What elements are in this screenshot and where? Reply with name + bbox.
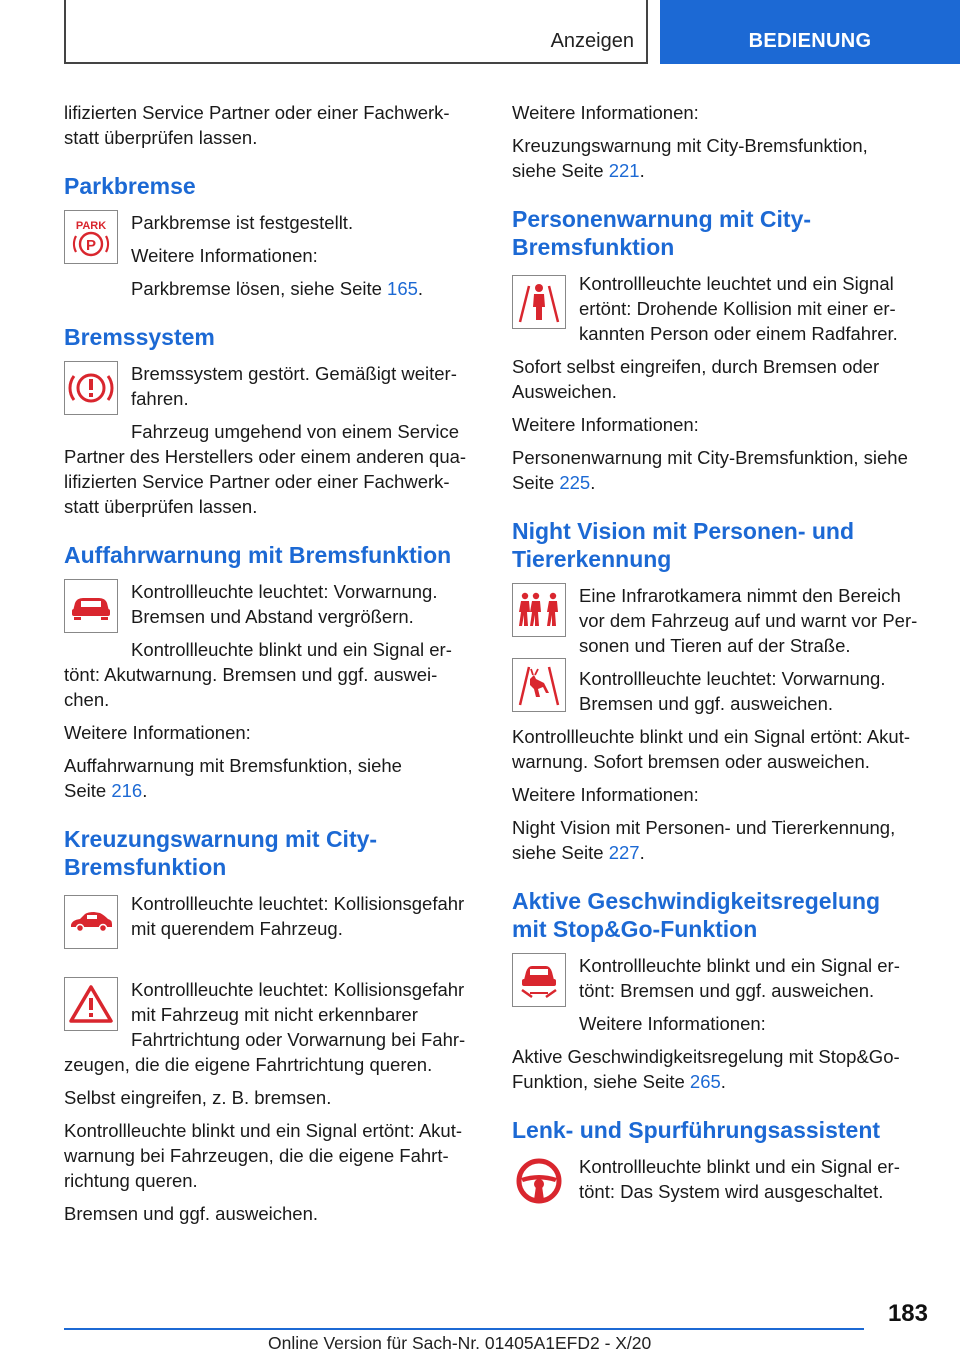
kreuzung-text-c: Selbst eingreifen, z. B. bremsen.: [64, 1087, 332, 1108]
animal-warning-icon: [512, 658, 566, 712]
lenk-text: Kontrollleuchte blinkt und ein Signal er- tönt: Das System wird ausgeschaltet.: [579, 1156, 900, 1202]
acc-block: [512, 953, 932, 1094]
kreuzung-text-a: Kontrollleuchte leuchtet: Kollisionsgefahr mit querendem Fahrzeug.: [131, 893, 465, 939]
night-text-c: Kontrollleuchte blinkt und ein Signal ertönt: Akut- warnung. Sofort bremsen oder ausweichen.: [512, 726, 910, 772]
header-section-label: Anzeigen: [550, 30, 634, 52]
header-section-tab: [64, 0, 648, 64]
night-text-a: Eine Infrarotkamera nimmt den Bereich vor dem Fahrzeug auf und warnt vor Per- sonen und Tieren auf der Straße.: [579, 585, 918, 656]
kreuzung-block-a: [64, 891, 484, 961]
person-reference: Personenwarnung mit City-Bremsfunktion, siehe Seite 225.: [512, 447, 908, 493]
page-link[interactable]: 225: [559, 472, 591, 493]
person-block: [512, 271, 932, 495]
left-column: [64, 100, 484, 1234]
night-block-b: [512, 666, 932, 865]
header-chapter-label: BEDIENUNG: [748, 30, 872, 52]
svg-text:PARK: PARK: [75, 220, 107, 232]
heading-night-vision: Night Vision mit Personen- und Tiererkennung: [512, 518, 855, 572]
page-link[interactable]: 216: [111, 780, 143, 801]
auffahr-block: [64, 579, 484, 803]
parkbremse-block: [64, 210, 484, 301]
header-chapter-tab: [660, 0, 960, 64]
right-intro-more-info: Weitere Informationen:: [512, 102, 699, 123]
kreuzung-text-b: Kontrollleuchte leuchtet: Kollisionsgefahr mit Fahrzeug mit nicht erkennbarer Fahrtrichtung oder Vorwarnung bei Fahr- zeugen, die die eigene Fahrtrichtung queren.: [64, 979, 466, 1075]
page-link[interactable]: 227: [608, 842, 640, 863]
collision-warning-car-icon: [64, 579, 118, 633]
auffahr-text-1: Kontrollleuchte leuchtet: Vorwarnung. Bremsen und Abstand vergrößern.: [131, 581, 438, 627]
person-text-1: Kontrollleuchte leuchtet und ein Signal ertönt: Drohende Kollision mit einer er- kannten Person oder einem Radfahrer.: [579, 273, 898, 344]
intro-text: lifizierten Service Partner oder einer Fachwerk- statt überprüfen lassen.: [64, 102, 450, 148]
acc-distance-warning-icon: [512, 953, 566, 1007]
warning-triangle-icon: [64, 977, 118, 1031]
page-number: 183: [887, 1300, 928, 1327]
heading-lenk-assistent: Lenk- und Spurführungsassistent: [512, 1117, 881, 1143]
person-more-info: Weitere Informationen:: [512, 414, 699, 435]
parkbremse-more-info: Weitere Informationen:: [131, 245, 318, 266]
heading-kreuzungswarnung: Kreuzungswarnung mit City- Bremsfunktion: [64, 826, 378, 880]
auffahr-more-info: Weitere Informationen:: [64, 722, 251, 743]
page-link[interactable]: 221: [608, 160, 640, 181]
heading-personenwarnung: Personenwarnung mit City- Bremsfunktion: [512, 206, 812, 260]
brake-system-warning-icon: [64, 361, 118, 415]
acc-reference: Aktive Geschwindigkeitsregelung mit Stop&Go- Funktion, siehe Seite 265.: [512, 1046, 900, 1092]
pedestrian-warning-icon: [512, 275, 566, 329]
page-link[interactable]: 165: [387, 278, 418, 299]
night-more-info: Weitere Informationen:: [512, 784, 699, 805]
bremssystem-block: [64, 361, 484, 519]
parkbremse-reference: Parkbremse lösen, siehe Seite 165.: [131, 278, 424, 299]
heading-acc: Aktive Geschwindigkeitsregelung mit Stop&Go-Funktion: [512, 888, 881, 942]
night-vision-persons-icon: [512, 583, 566, 637]
heading-bremssystem: Bremssystem: [64, 324, 215, 350]
night-text-b: Kontrollleuchte leuchtet: Vorwarnung. Bremsen und ggf. ausweichen.: [579, 668, 886, 714]
right-intro-reference: Kreuzungswarnung mit City-Bremsfunktion, siehe Seite 221.: [512, 135, 868, 181]
kreuzung-text-d: Kontrollleuchte blinkt und ein Signal ertönt: Akut- warnung bei Fahrzeugen, die die eigene Fahrt- richtung queren.: [64, 1120, 462, 1191]
footer-text: Online Version für Sach-Nr. 01405A1EFD2 - X/20: [268, 1333, 652, 1353]
bremssystem-text: Bremssystem gestört. Gemäßigt weiter- fahren.: [131, 363, 457, 409]
auffahr-text-2: Kontrollleuchte blinkt und ein Signal er- tönt: Akutwarnung. Bremsen und ggf. auswei- chen.: [64, 639, 452, 710]
kreuzung-block-b: [64, 977, 484, 1226]
heading-parkbremse: Parkbremse: [64, 173, 196, 199]
heading-auffahrwarnung: Auffahrwarnung mit Bremsfunktion: [64, 542, 452, 568]
bremssystem-service-text: Fahrzeug umgehend von einem Service Partner des Herstellers oder einem anderen qua- lifizierten Service Partner oder einer Fachwerk- statt überprüfen lassen.: [64, 421, 467, 517]
steering-wheel-icon: [512, 1154, 566, 1208]
footer-divider: [64, 1328, 864, 1330]
parking-brake-icon: [64, 210, 118, 264]
cross-traffic-car-icon: [64, 895, 118, 949]
right-column: [512, 100, 932, 1212]
night-block-a: [512, 583, 932, 658]
acc-more-info: Weitere Informationen:: [579, 1013, 766, 1034]
auffahr-reference: Auffahrwarnung mit Bremsfunktion, siehe Seite 216.: [64, 755, 402, 801]
lenk-block: [512, 1154, 932, 1204]
acc-text: Kontrollleuchte blinkt und ein Signal er- tönt: Bremsen und ggf. ausweichen.: [579, 955, 900, 1001]
parkbremse-text: Parkbremse ist festgestellt.: [131, 212, 354, 233]
svg-text:P: P: [85, 237, 97, 254]
night-reference: Night Vision mit Personen- und Tiererkennung, siehe Seite 227.: [512, 817, 896, 863]
kreuzung-text-e: Bremsen und ggf. ausweichen.: [64, 1203, 319, 1224]
page-link[interactable]: 265: [689, 1071, 721, 1092]
person-text-2: Sofort selbst eingreifen, durch Bremsen oder Ausweichen.: [512, 356, 880, 402]
